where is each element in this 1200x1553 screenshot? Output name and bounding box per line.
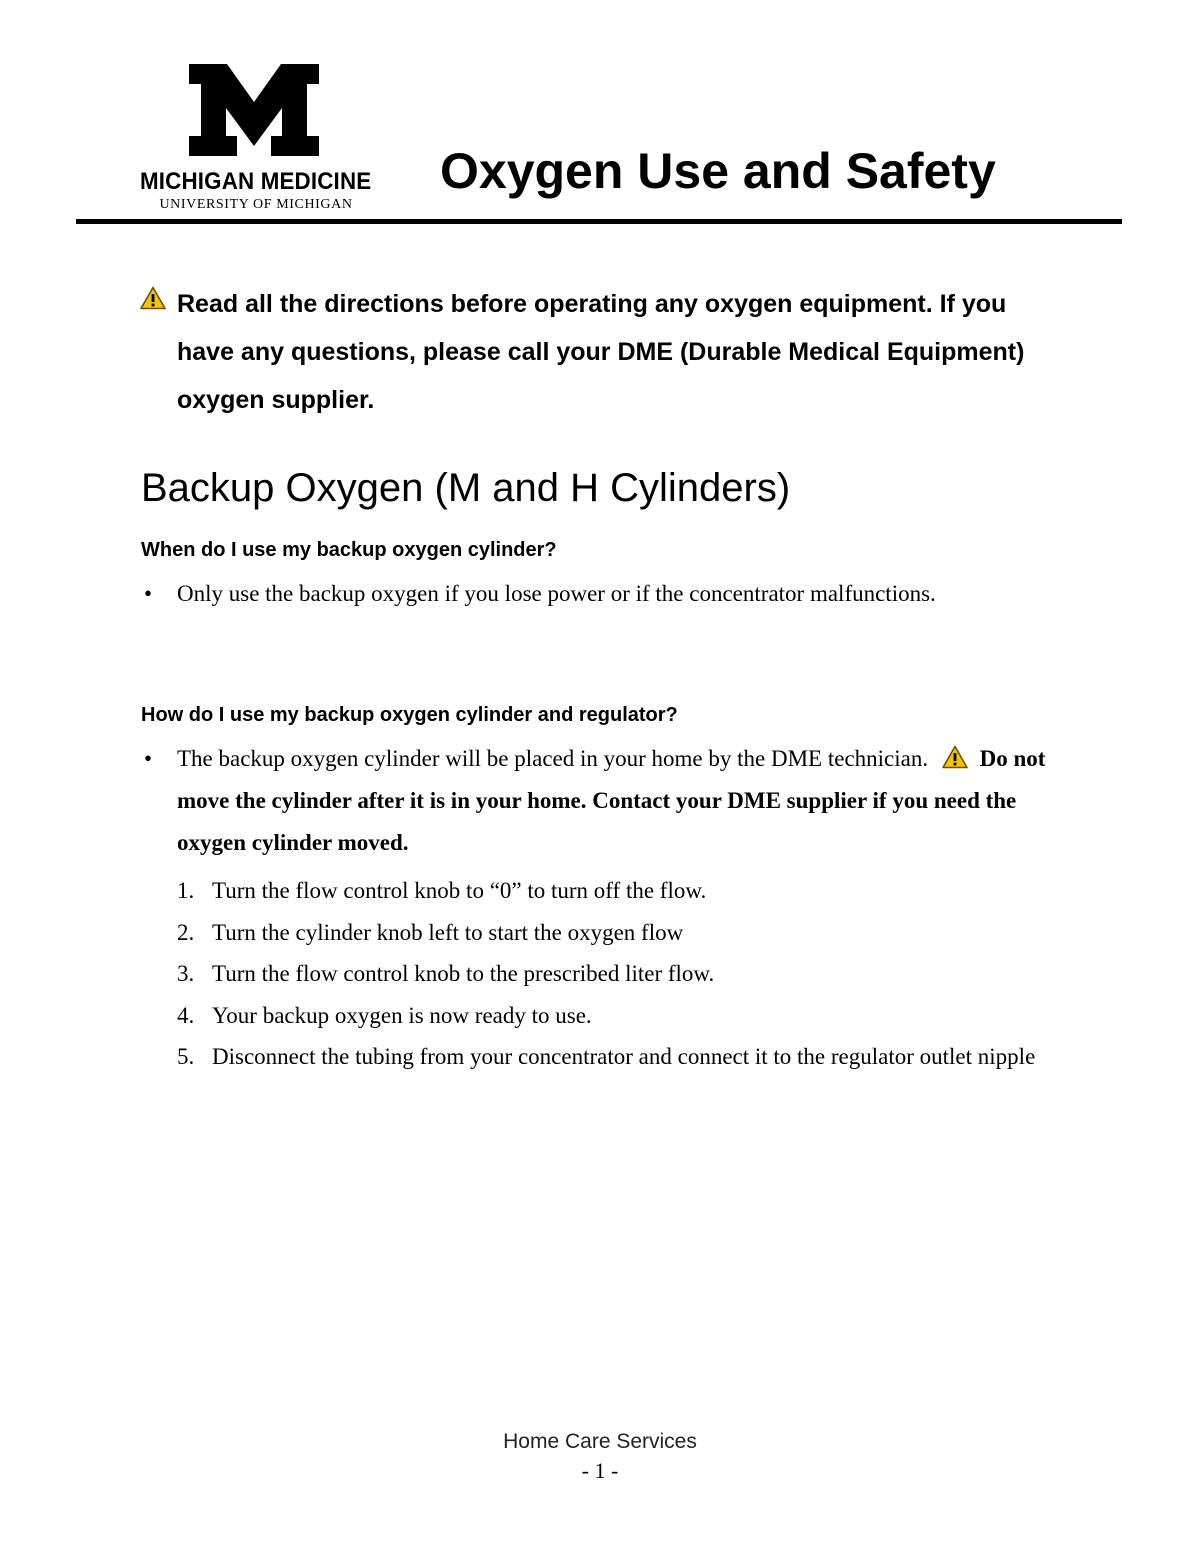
list-item xyxy=(177,1036,1077,1078)
step-number: 3. xyxy=(177,961,195,987)
section-title: Backup Oxygen (M and H Cylinders) xyxy=(141,466,791,510)
notice-text: Read all the directions before operating any oxygen equipment. If you have any questions, please call your DME (Durable Medical Equipment) oxygen supplier. xyxy=(177,290,1025,414)
bullet-icon: • xyxy=(144,581,153,606)
list-item xyxy=(177,870,1077,912)
warning-icon xyxy=(140,286,166,310)
question-how: How do I use my backup oxygen cylinder and regulator? xyxy=(141,704,678,726)
page-number: - 1 - xyxy=(581,1458,619,1483)
answer-list-when xyxy=(141,573,1061,615)
step-text: Turn the flow control knob to the prescribed liter flow. xyxy=(212,961,715,987)
step-number: 4. xyxy=(177,1002,195,1028)
answer-text: The backup oxygen cylinder will be placed in your home by the DME technician. xyxy=(177,746,929,771)
step-number: 2. xyxy=(177,919,195,945)
bullet-icon: • xyxy=(144,746,153,771)
page-footer xyxy=(0,1428,1200,1486)
step-text: Turn the cylinder knob left to start the oxygen flow xyxy=(212,919,684,945)
steps-list xyxy=(177,870,1077,1078)
step-text: Your backup oxygen is now ready to use. xyxy=(212,1002,592,1028)
list-item xyxy=(141,738,1061,864)
michigan-medicine-logo xyxy=(140,62,372,214)
block-m-logo-icon xyxy=(189,64,319,156)
logo-subtitle: UNIVERSITY OF MICHIGAN xyxy=(159,197,353,212)
header-divider xyxy=(76,219,1122,224)
list-item xyxy=(177,912,1077,954)
step-text: Disconnect the tubing from your concentrator and connect it to the regulator outlet nipple xyxy=(212,1044,1036,1070)
safety-notice xyxy=(140,280,1060,424)
question-when: When do I use my backup oxygen cylinder? xyxy=(141,539,557,561)
answer-text: Only use the backup oxygen if you lose power or if the concentrator malfunctions. xyxy=(177,581,936,606)
step-number: 5. xyxy=(177,1044,195,1070)
document-header xyxy=(0,0,1200,230)
step-text: Turn the flow control knob to “0” to turn off the flow. xyxy=(212,878,707,903)
list-item xyxy=(177,953,1077,995)
warning-icon xyxy=(942,745,968,769)
footer-organization: Home Care Services xyxy=(503,1430,697,1453)
step-number: 1. xyxy=(177,878,195,903)
list-item xyxy=(177,995,1077,1037)
document-title: Oxygen Use and Safety xyxy=(440,143,996,199)
answer-warning-text: Do not move the cylinder after it is in your home. Contact your DME supplier if you need the oxygen cylinder moved. xyxy=(177,746,1046,855)
list-item xyxy=(141,573,1061,615)
logo-name: MICHIGAN MEDICINE xyxy=(140,168,372,195)
answer-list-how xyxy=(141,738,1061,864)
